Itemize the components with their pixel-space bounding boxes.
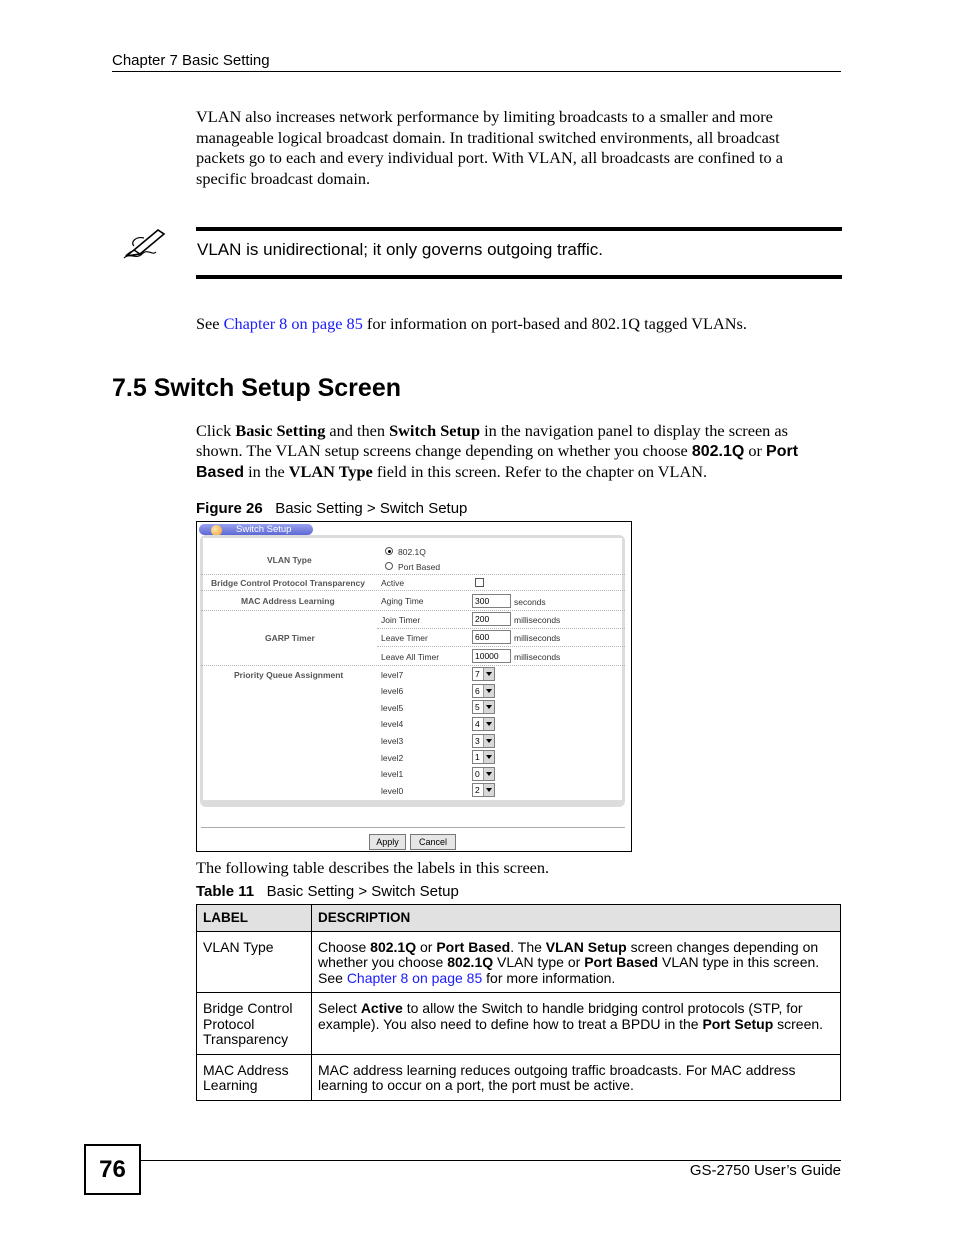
- level3-select[interactable]: [472, 734, 495, 748]
- row-divider: [201, 665, 625, 666]
- text-run: VLAN type or: [493, 954, 585, 970]
- leave-timer-label: Leave Timer: [381, 633, 428, 643]
- join-timer-label: Join Timer: [381, 615, 421, 625]
- select-value: 5: [475, 702, 480, 712]
- row-description: [312, 931, 841, 993]
- text-run: screen.: [773, 1015, 824, 1032]
- table-caption-label: Table 11: [196, 883, 255, 900]
- see-pre: See: [196, 314, 224, 333]
- radio-802-1q-label: 802.1Q: [398, 547, 426, 557]
- priority-queue-label: Priority Queue Assignment: [234, 670, 344, 680]
- garp-timer-label: GARP Timer: [265, 633, 315, 643]
- text-run: Click: [196, 421, 236, 440]
- chapter-link[interactable]: Chapter 8 on page 85: [346, 969, 483, 986]
- section-title: 7.5 Switch Setup Screen: [112, 374, 401, 402]
- radio-802-1q[interactable]: [385, 547, 393, 555]
- leave-all-timer-unit: milliseconds: [514, 652, 561, 662]
- apply-button[interactable]: Apply: [369, 834, 406, 850]
- figure-caption-text: Basic Setting > Switch Setup: [275, 500, 468, 517]
- level4-select[interactable]: [472, 717, 495, 731]
- text-run: Choose: [318, 938, 371, 955]
- intro-paragraph: VLAN also increases network performance by limiting broadcasts to a smaller and more manageable logical broadcast domain. In traditional switched environments, all broadcast packets go to each and every individual port. With VLAN, all broadcasts are confined to a specific broadcast domain.: [196, 107, 783, 188]
- bold-run: Port Based: [584, 954, 659, 970]
- page-number: 76: [84, 1144, 141, 1195]
- level5-label: level5: [381, 703, 404, 713]
- radio-port-based-label: Port Based: [398, 562, 441, 572]
- select-value: 6: [475, 686, 480, 696]
- note-rule-bottom: [196, 275, 842, 279]
- table-row: [197, 931, 841, 993]
- following-paragraph: The following table describes the labels in this screen.: [196, 858, 550, 877]
- level6-label: level6: [381, 686, 404, 696]
- text-run: screen changes depending on whether you choose: [318, 938, 819, 970]
- bold-run: VLAN Setup: [545, 938, 627, 955]
- aging-time-unit: seconds: [514, 597, 546, 607]
- note-rule-top: [196, 227, 842, 231]
- leave-all-timer-input[interactable]: 10000: [472, 649, 511, 663]
- select-value: 1: [475, 752, 480, 762]
- figure-caption-label: Figure 26: [196, 500, 263, 517]
- bold-run: 802.1Q: [447, 954, 494, 970]
- row-divider: [377, 628, 625, 629]
- bcpt-active-checkbox[interactable]: [475, 578, 484, 587]
- bcpt-active-label: Active: [381, 578, 405, 588]
- chevron-down-icon: [483, 668, 494, 680]
- bcpt-label: Bridge Control Protocol Transparency: [211, 578, 365, 588]
- running-header: Chapter 7 Basic Setting: [112, 52, 270, 69]
- bold-run: Basic Setting: [235, 421, 326, 440]
- table-row: [197, 993, 841, 1055]
- see-post: for information on port-based and 802.1Q tagged VLANs.: [362, 314, 747, 333]
- row-divider: [377, 646, 625, 647]
- text-run: or: [416, 938, 437, 955]
- figure-caption: [196, 500, 467, 517]
- level0-select[interactable]: [472, 783, 495, 797]
- chapter-link[interactable]: Chapter 8 on page 85: [223, 314, 363, 333]
- bold-run: Port Based: [196, 443, 799, 481]
- mac-learning-label: MAC Address Learning: [241, 596, 335, 606]
- row-label: Bridge Control Protocol Transparency: [197, 993, 312, 1055]
- header-label: LABEL: [197, 905, 312, 932]
- bold-run: Port Based: [436, 938, 511, 955]
- level1-select[interactable]: [472, 767, 495, 781]
- header-rule: [112, 71, 841, 72]
- row-divider: [201, 590, 625, 591]
- row-divider: [201, 574, 625, 575]
- leave-timer-input[interactable]: 600: [472, 630, 511, 644]
- bold-run: 802.1Q: [370, 938, 417, 955]
- vlan-type-label: VLAN Type: [267, 555, 312, 565]
- level7-select[interactable]: [472, 667, 495, 681]
- footer-rule: [141, 1160, 841, 1161]
- text-run: or: [744, 441, 767, 460]
- level5-select[interactable]: [472, 700, 495, 714]
- aging-time-input[interactable]: 300: [472, 594, 511, 608]
- level7-label: level7: [381, 670, 404, 680]
- row-description: MAC address learning reduces outgoing traffic broadcasts. For MAC address learning to occur on a port, the port must be active.: [312, 1054, 841, 1100]
- table-row: [197, 1054, 841, 1100]
- leave-all-timer-label: Leave All Timer: [381, 652, 440, 662]
- chevron-down-icon: [483, 718, 494, 730]
- level2-select[interactable]: [472, 750, 495, 764]
- level3-label: level3: [381, 736, 404, 746]
- table-caption: [196, 883, 459, 900]
- select-value: 3: [475, 736, 480, 746]
- table-caption-text: Basic Setting > Switch Setup: [266, 883, 459, 900]
- row-label: MAC Address Learning: [197, 1054, 312, 1100]
- header-description: DESCRIPTION: [312, 905, 841, 932]
- footer-guide-title: GS-2750 User’s Guide: [689, 1162, 841, 1179]
- table-header-row: [197, 905, 841, 932]
- text-run: and then: [325, 421, 390, 440]
- bold-run: VLAN Type: [288, 462, 373, 481]
- join-timer-input[interactable]: 200: [472, 612, 511, 626]
- pencil-note-icon: [122, 226, 172, 260]
- level0-label: level0: [381, 786, 404, 796]
- chevron-down-icon: [483, 735, 494, 747]
- click-paragraph: [196, 421, 836, 483]
- chevron-down-icon: [483, 701, 494, 713]
- text-run: in the navigation panel to display the screen as shown. The VLAN setup screens change depending on whether you choose: [196, 421, 788, 460]
- text-run: for more information.: [482, 969, 616, 986]
- select-value: 0: [475, 769, 480, 779]
- note-text: VLAN is unidirectional; it only governs outgoing traffic.: [197, 240, 604, 259]
- chevron-down-icon: [483, 784, 494, 796]
- bold-run: 802.1Q: [691, 443, 745, 460]
- see-paragraph: [196, 314, 747, 334]
- chevron-down-icon: [483, 768, 494, 780]
- chevron-down-icon: [483, 751, 494, 763]
- chevron-down-icon: [483, 685, 494, 697]
- bold-run: Active: [360, 1000, 403, 1016]
- level4-label: level4: [381, 719, 404, 729]
- screen-title-bar: [199, 524, 313, 535]
- description-table: [196, 904, 841, 1101]
- select-value: 7: [475, 669, 480, 679]
- switch-setup-screenshot: [196, 521, 632, 852]
- screen-title: Switch Setup: [236, 524, 292, 535]
- select-value: 4: [475, 719, 480, 729]
- leave-timer-unit: milliseconds: [514, 633, 561, 643]
- radio-port-based[interactable]: [385, 562, 393, 570]
- row-description: [312, 993, 841, 1055]
- text-run: Select: [318, 1000, 361, 1016]
- button-separator: [201, 827, 625, 828]
- bold-run: Switch Setup: [389, 421, 481, 440]
- row-label: VLAN Type: [197, 931, 312, 993]
- level2-label: level2: [381, 753, 404, 763]
- text-run: field in this screen. Refer to the chapter on VLAN.: [372, 462, 708, 481]
- text-run: to allow the Switch to handle bridging control protocols (STP, for example). You also need to define how to treat a BPDU in the: [318, 1000, 803, 1032]
- cancel-button[interactable]: Cancel: [410, 834, 456, 850]
- bold-run: Port Setup: [702, 1015, 774, 1032]
- level6-select[interactable]: [472, 684, 495, 698]
- aging-time-label: Aging Time: [381, 596, 424, 606]
- text-run: . The: [510, 938, 546, 955]
- level1-label: level1: [381, 769, 404, 779]
- text-run: in the: [244, 462, 289, 481]
- text-run: VLAN type in this screen. See: [318, 954, 820, 986]
- select-value: 2: [475, 785, 480, 795]
- row-divider: [201, 610, 625, 611]
- join-timer-unit: milliseconds: [514, 615, 561, 625]
